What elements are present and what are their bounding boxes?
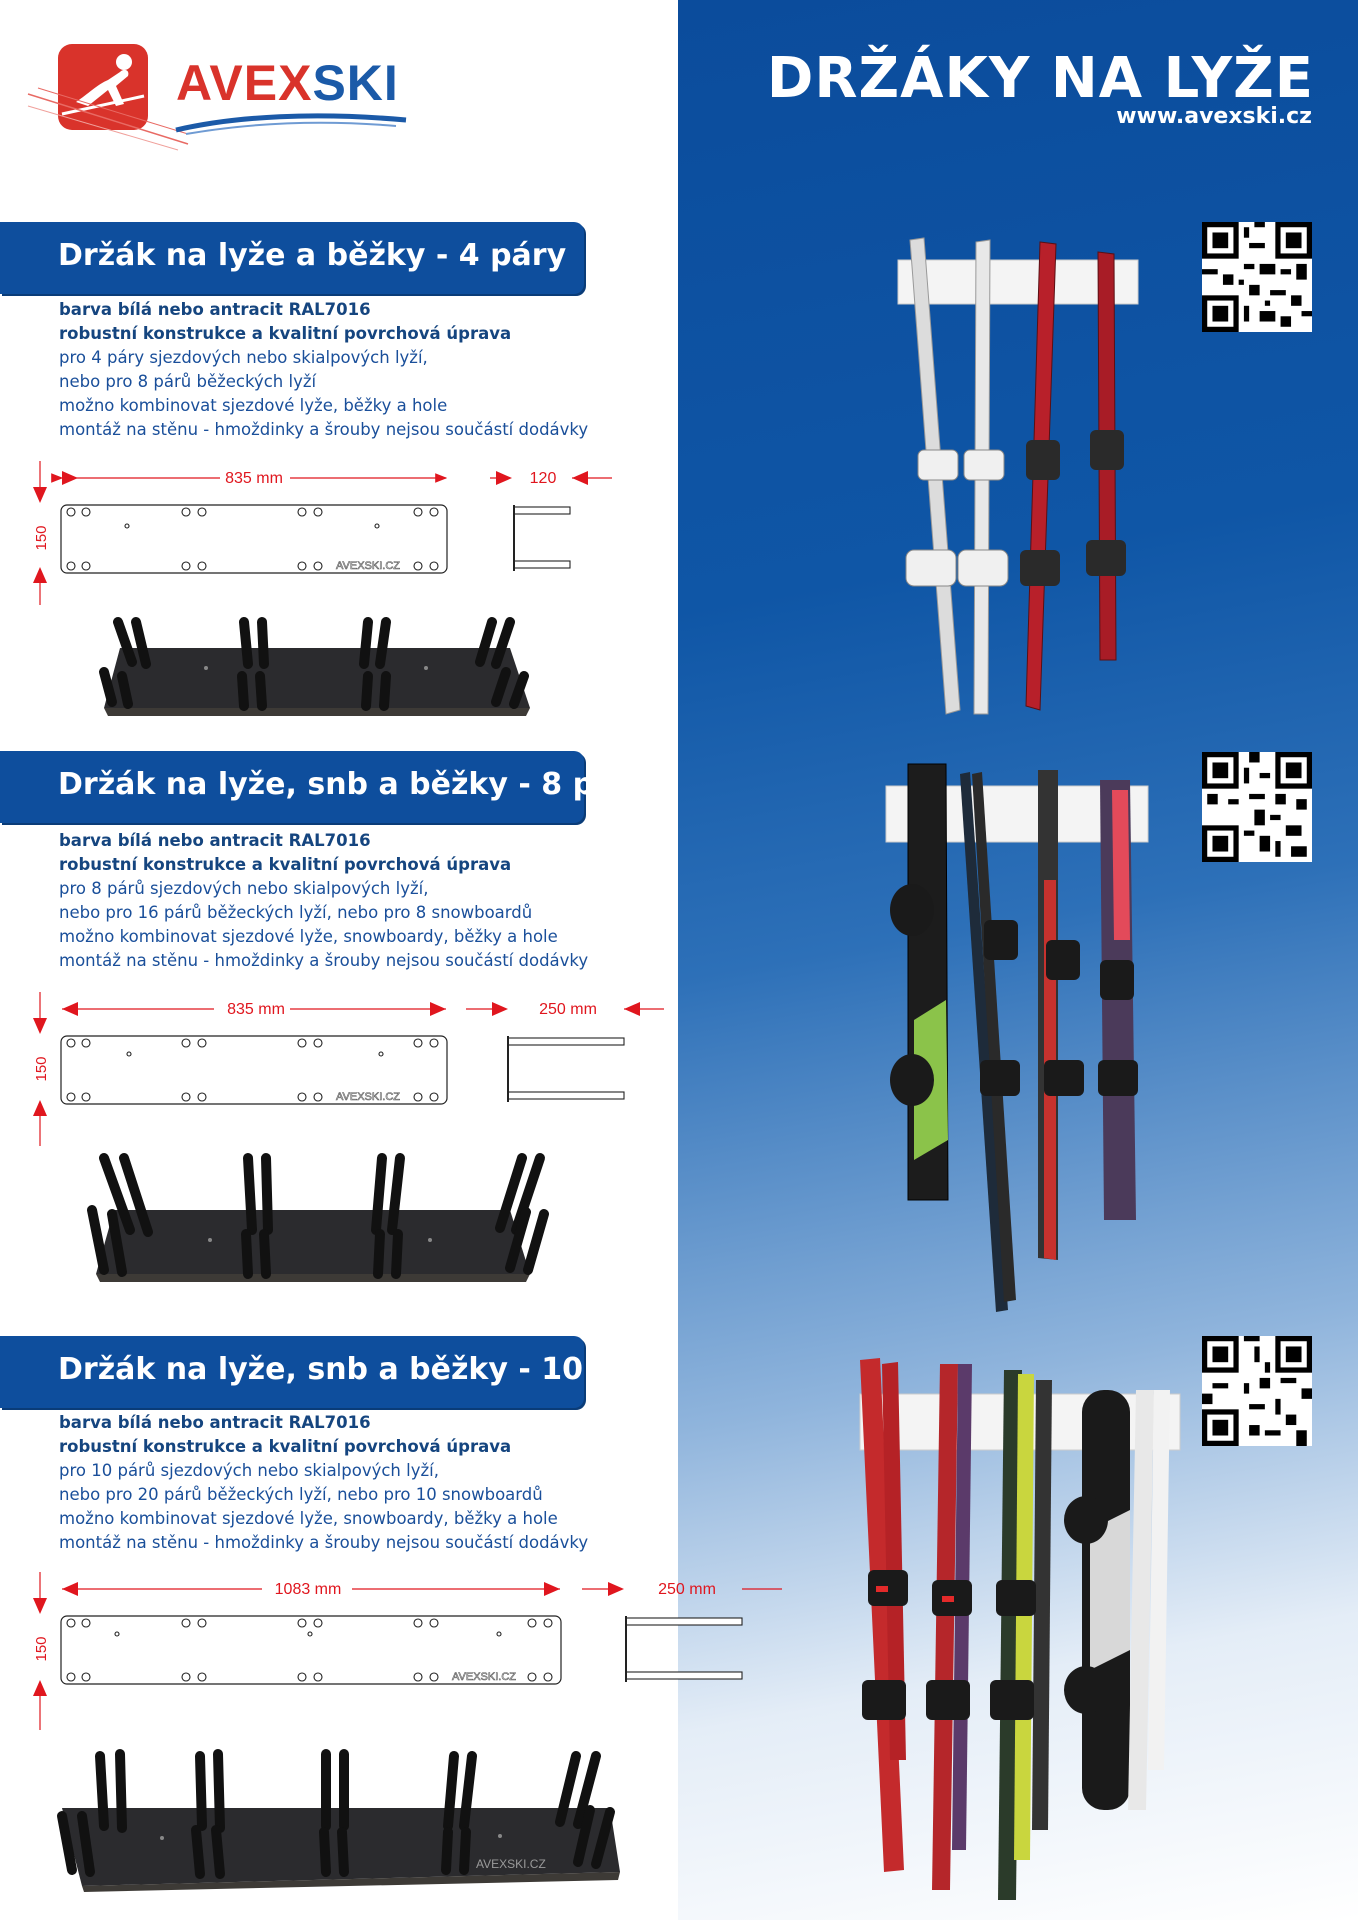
logo-text-ski: SKI xyxy=(312,55,399,111)
desc-line: barva bílá nebo antracit RAL7016 xyxy=(59,300,371,319)
qr-code-10-pairs[interactable] xyxy=(1202,1336,1312,1446)
section-1-title: Držák na lyže a běžky - 4 páry xyxy=(58,238,567,273)
section-2-title: Držák na lyže, snb a běžky - 8 párů xyxy=(58,767,651,802)
width-dimension-label: 835 mm xyxy=(227,1001,285,1018)
rack-engraving: AVEXSKI.CZ xyxy=(476,1857,546,1871)
desc-line: montáž na stěnu - hmoždinky a šrouby nejsou součástí dodávky xyxy=(59,420,589,439)
section-1-product-photo xyxy=(90,612,540,722)
plate-engraving: AVEXSKI.CZ xyxy=(452,1671,516,1683)
plate-engraving: AVEXSKI.CZ xyxy=(336,1091,400,1103)
desc-line: robustní konstrukce a kvalitní povrchová úprava xyxy=(59,324,512,343)
section-2-technical-drawing xyxy=(0,986,678,1146)
section-1-header xyxy=(0,222,584,294)
section-1-technical-drawing xyxy=(0,455,678,605)
desc-line: nebo pro 20 párů běžeckých lyží, nebo pro 10 snowboardů xyxy=(59,1485,543,1504)
depth-dimension-label: 250 mm xyxy=(658,1581,716,1598)
desc-line: barva bílá nebo antracit RAL7016 xyxy=(59,831,371,850)
rack-photo-10-pairs xyxy=(840,1350,1200,1910)
desc-line: nebo pro 16 párů běžeckých lyží, nebo pro 8 snowboardů xyxy=(59,903,533,922)
rack-photo-8-pairs xyxy=(868,760,1168,1315)
rack-photo-4-pairs xyxy=(880,230,1160,730)
logo-text-avex: AVEX xyxy=(176,55,313,111)
desc-line: robustní konstrukce a kvalitní povrchová úprava xyxy=(59,855,512,874)
ski-trails-decoration xyxy=(28,84,188,154)
section-3-description xyxy=(59,1411,619,1555)
website-link[interactable]: www.avexski.cz xyxy=(1116,104,1312,129)
section-3-header xyxy=(0,1336,672,1408)
desc-line: možno kombinovat sjezdové lyže, snowboardy, běžky a hole xyxy=(59,1509,558,1528)
section-2-description xyxy=(59,829,619,973)
desc-line: možno kombinovat sjezdové lyže, běžky a hole xyxy=(59,396,448,415)
page-title: DRŽÁKY NA LYŽE xyxy=(766,46,1314,111)
desc-line: barva bílá nebo antracit RAL7016 xyxy=(59,1413,371,1432)
plate-engraving: AVEXSKI.CZ xyxy=(336,560,400,572)
section-3-technical-drawing xyxy=(0,1566,716,1736)
desc-line: robustní konstrukce a kvalitní povrchová úprava xyxy=(59,1437,512,1456)
desc-line: montáž na stěnu - hmoždinky a šrouby nejsou součástí dodávky xyxy=(59,951,589,970)
depth-dimension-label: 250 mm xyxy=(539,1001,597,1018)
desc-line: pro 10 párů sjezdových nebo skialpových lyží, xyxy=(59,1461,439,1480)
desc-line: pro 8 párů sjezdových nebo skialpových lyží, xyxy=(59,879,429,898)
desc-line: nebo pro 8 párů běžeckých lyží xyxy=(59,372,317,391)
qr-code-8-pairs[interactable] xyxy=(1202,752,1312,862)
qr-code-4-pairs[interactable] xyxy=(1202,222,1312,332)
section-2-product-photo xyxy=(80,1150,550,1290)
width-dimension-label: 835 mm xyxy=(225,470,283,487)
logo-swoosh xyxy=(176,108,406,138)
desc-line: možno kombinovat sjezdové lyže, snowboardy, běžky a hole xyxy=(59,927,558,946)
height-dimension-label: 150 xyxy=(33,1056,50,1082)
height-dimension-label: 150 xyxy=(33,1636,50,1662)
depth-dimension-label: 120 xyxy=(529,470,557,487)
avexski-logo[interactable] xyxy=(58,44,398,144)
section-3-title: Držák na lyže, snb a běžky - 10 párů xyxy=(58,1352,672,1387)
section-1-description xyxy=(59,298,619,442)
width-dimension-label: 1083 mm xyxy=(274,1581,342,1598)
height-dimension-label: 150 xyxy=(33,525,50,551)
section-2-header xyxy=(0,751,651,823)
section-3-product-photo xyxy=(50,1746,630,1896)
logo-wordmark xyxy=(176,54,399,112)
desc-line: pro 4 páry sjezdových nebo skialpových lyží, xyxy=(59,348,428,367)
desc-line: montáž na stěnu - hmoždinky a šrouby nejsou součástí dodávky xyxy=(59,1533,589,1552)
